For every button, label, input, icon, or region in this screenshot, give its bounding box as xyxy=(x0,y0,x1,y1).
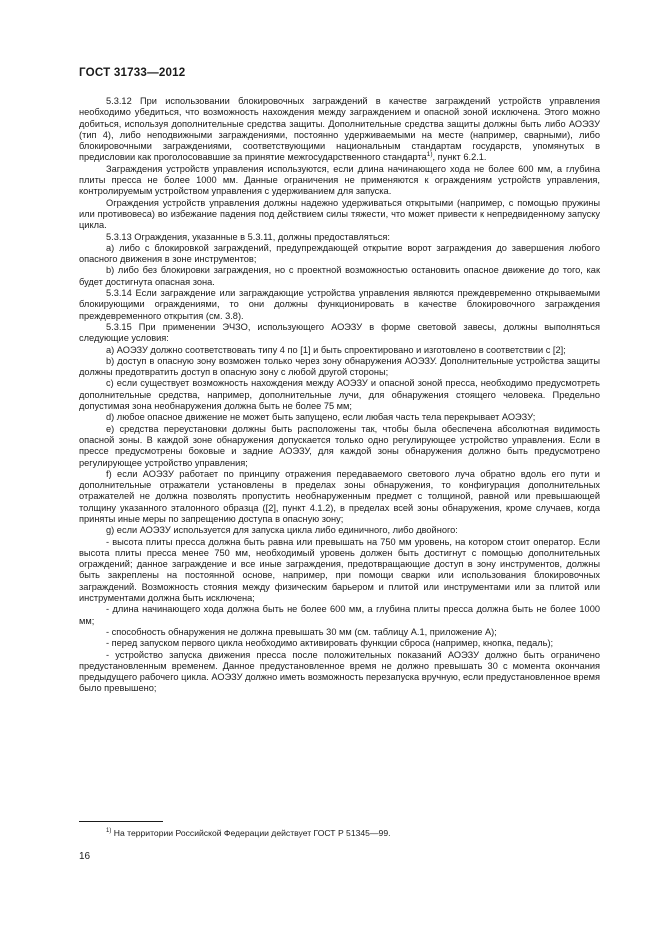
paragraph: g) если АОЭЗУ используется для запуска цикла либо единичного, либо двойного: xyxy=(106,525,458,536)
page-header: ГОСТ 31733—2012 xyxy=(79,66,186,79)
paragraph: c) если существует возможность нахождения между АОЭЗУ и опасной зоной пресса, необходимо предусмотреть дополнительные средства, например, дополнительные лучи, для обнаружения стоящего человека. Предельно допустимая зона необнаружения должна быть не более 75 мм; xyxy=(79,378,600,412)
paragraph: b) доступ в опасную зону возможен только через зону обнаружения АОЭЗУ. Дополнительные устройства защиты должны предотвратить доступ в опасную зону с любой другой стороны; xyxy=(79,355,600,378)
paragraph: 5.3.15 При применении ЭЧЗО, использующего АОЭЗУ в форме световой завесы, должны выполняться следующие условия: xyxy=(79,321,600,344)
footnote xyxy=(106,828,391,839)
paragraph: - перед запуском первого цикла необходимо активировать функции сброса (например, кнопка, педаль); xyxy=(106,638,554,649)
paragraph: e) средства переустановки должны быть расположены так, чтобы была обеспечена абсолютная видимость опасной зоны. В каждой зоне обнаружения допускается только одно регулирующее устройство управления. Если в прессе предусмотрены боковые и задние АОЭЗУ, для каждой зоны обнаружения должно быть предусмотрено регулирующее устройство управления; xyxy=(79,423,600,468)
body-text xyxy=(79,96,600,695)
page-number: 16 xyxy=(79,851,91,862)
footnote-marker: 1) xyxy=(106,828,112,835)
paragraph: - высота плиты пресса должна быть равна или превышать на 750 мм уровень, на котором стоит оператор. Если высота плиты пресса менее 750 мм, необходимый уровень должен быть достигнут с помощью дополнительных ограждений; данное заграждение и все иные заграждения, предотвращающие доступ в зону инструментов, должны быть закреплены на постоянной основе, например, при помощи сварки или использования блокировочных заграждений. Возможность стояния между физическим барьером и плитой или инструментами или за плитой или инструментами должна быть исключена; xyxy=(79,536,600,604)
paragraph: - устройство запуска движения пресса после положительных показаний АОЭЗУ должно быть ограничено предустановленным временем. Данное предустановленное время не должно превышать 30 с момента окончания предыдущего рабочего цикла. АОЭЗУ должно иметь возможность перезапуска вручную, если предустановленное время было превышено; xyxy=(79,649,600,694)
paragraph: Заграждения устройств управления используются, если длина начинающего хода не более 600 мм, а глубина плиты пресса не более 1000 мм. Данные ограничения не применяются к ограждениям устройств управления, контролируемым устройством управления с удерживанием для запуска. xyxy=(79,163,600,197)
paragraph: f) если АОЭЗУ работает по принципу отражения передаваемого светового луча обратно вдоль его пути и дополнительные отражатели установлены в пределах зоны обнаружения, то конфигурация дополнительных отражателей не должна позволять пропустить необнаруженным предмет с толщиной, равной или превышающей толщину указанного эталонного образца ([2], пункт 4.1.2), в пределах всей зоны обнаружения, кроме случаев, когда приняты иные меры по запрещению доступа в опасную зону; xyxy=(79,468,600,524)
paragraph: Ограждения устройств управления должны надежно удерживаться открытыми (например, с помощью пружины или противовеса) во избежание падения под действием силы тяжести, что может привести к непредвиденному запуску цикла. xyxy=(79,197,600,231)
paragraph: 5.3.12 При использовании блокировочных заграждений в качестве заграждений устройств управления необходимо убедиться, что возможность нахождения между заграждением и опасной зоной исключена. Этого можно добиться, используя дополнительные средства защиты. Дополнительные средства защиты должны быть либо АОЭЗУ (тип 4), либо неподвижными заграждениями, постоянно удерживаемыми на месте (например, сварными), либо блокировочными заграждениями, соответствующими национальным стандартам государств, упомянутых в предисловии как проголосовавшие за принятие межгосударственного стандарта$^{1)}$, пункт 6.2.1. xyxy=(79,96,600,163)
paragraph: d) любое опасное движение не может быть запущено, если любая часть тела перекрывает АОЭЗУ; xyxy=(106,412,536,423)
paragraph: - длина начинающего хода должна быть не более 600 мм, а глубина плиты пресса должна быть не более 1000 мм; xyxy=(79,604,600,626)
footnote-divider xyxy=(79,821,163,822)
paragraph: - способность обнаружения не должна превышать 30 мм (см. таблицу А.1, приложение А); xyxy=(106,626,497,637)
paragraph: a) либо с блокировкой заграждений, предупреждающей открытие ворот заграждения до завершения любого опасного движения в зоне инструментов; xyxy=(79,242,600,265)
paragraph: b) либо без блокировки заграждения, но с проектной возможностью остановить опасное движение до того, как будет достигнута опасная зона. xyxy=(79,265,600,287)
paragraph: a) АОЭЗУ должно соответствовать типу 4 по [1] и быть спроектировано и изготовлено в соответствии с [2]; xyxy=(106,344,566,355)
footnote-marker: 1) xyxy=(426,151,433,159)
footnote-text: На территории Российской Федерации действует ГОСТ Р 51345—99. xyxy=(113,828,391,838)
paragraph: 5.3.13 Ограждения, указанные в 5.3.11, должны предоставляться: xyxy=(106,231,390,242)
paragraph: 5.3.14 Если заграждение или заграждающие устройства управления являются преждевременно открываемыми блокирующими ограждениями, то они должны функционировать в качестве блокировочного заграждения преждевременного открытия (см. 3.8). xyxy=(79,288,600,321)
